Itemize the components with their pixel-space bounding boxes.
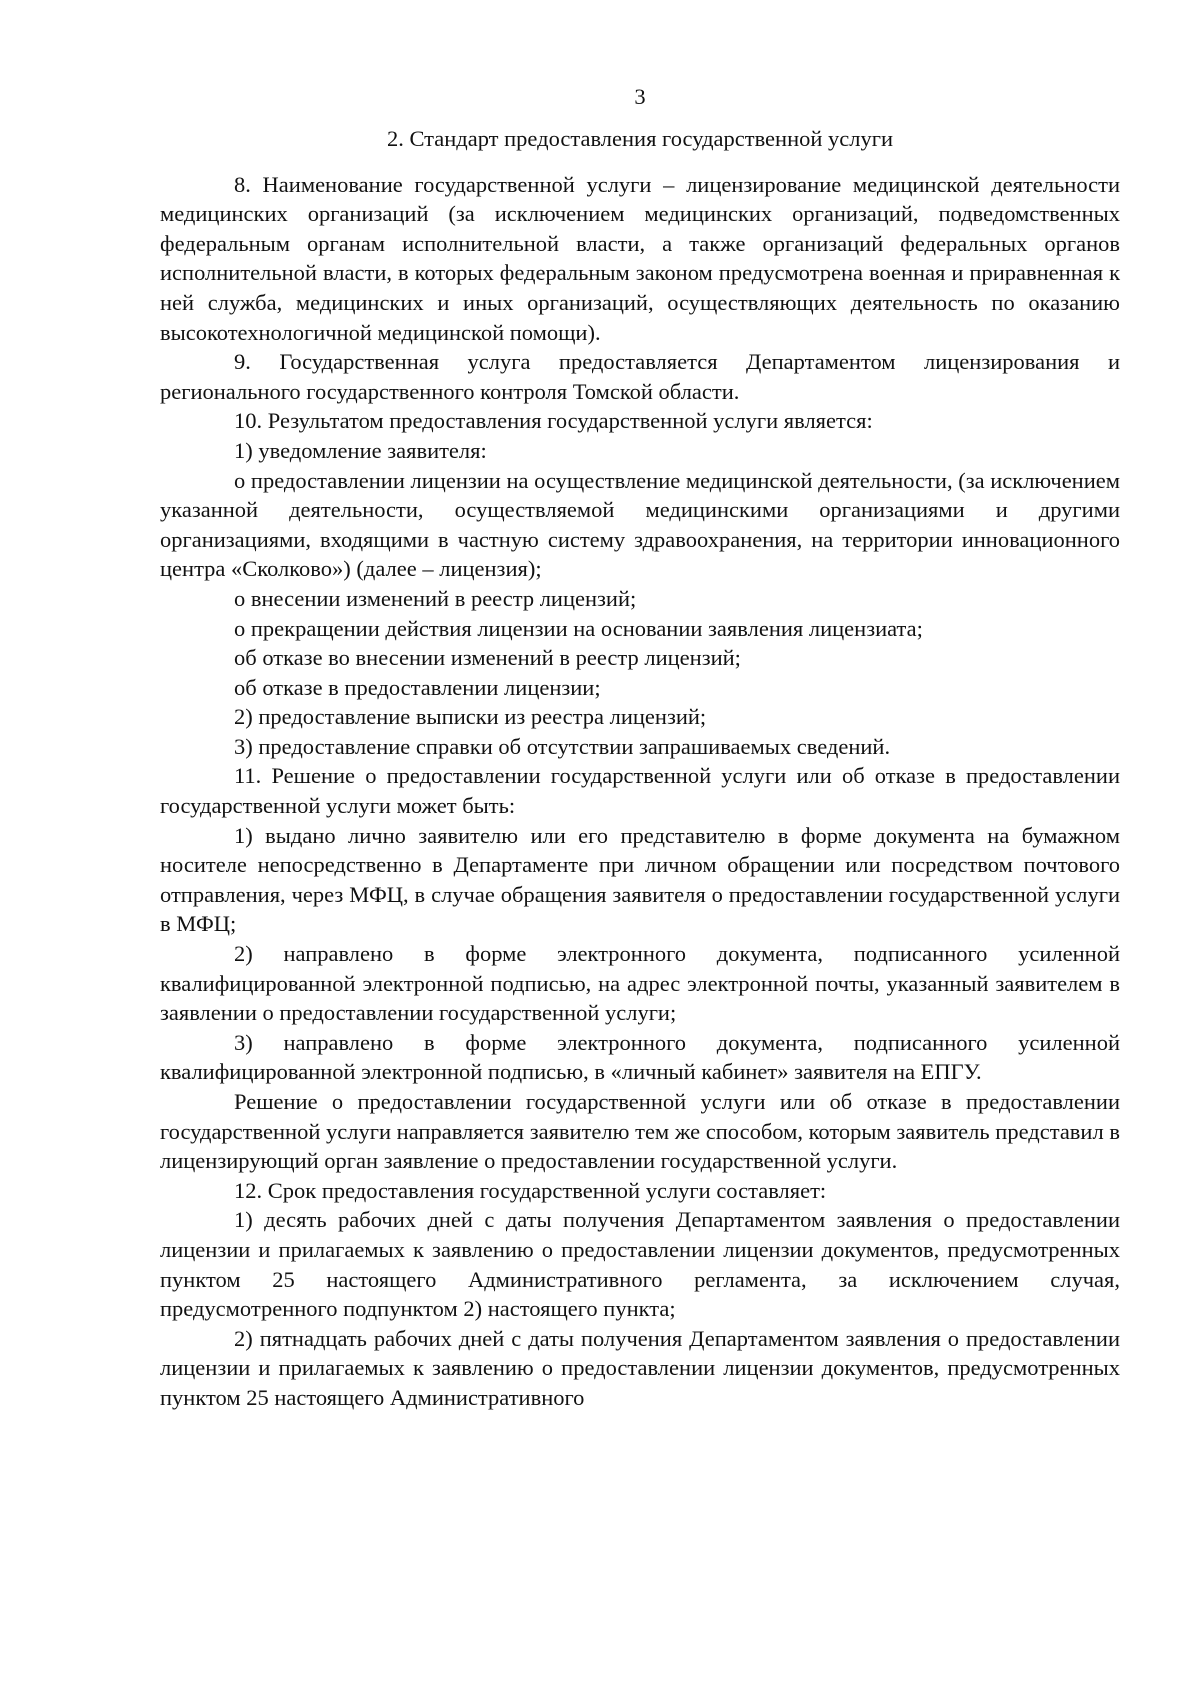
list-item-sent-to-cabinet: 3) направлено в форме электронного документа, подписанного усиленной квалифицированной электронной подписью, в «личный кабинет» заявителя на ЕПГУ.: [160, 1029, 1120, 1085]
section-title: 2. Стандарт предоставления государственной услуги: [386, 126, 894, 151]
list-item-issued-in-person: 1) выдано лично заявителю или его представителю в форме документа на бумажном носителе непосредственно в Департаменте при личном обращении или посредством почтового отправления, через МФЦ, в случае обращения заявителя о предоставлении государственной услуги в МФЦ;: [160, 822, 1120, 937]
list-item-fifteen-days: 2) пятнадцать рабочих дней с даты получения Департаментом заявления о предоставлении лицензии и прилагаемых к заявлению о предоставлении лицензии документов, предусмотренных пунктом 25 настоящего Административного: [160, 1325, 1120, 1410]
list-item-registry-extract: 2) предоставление выписки из реестра лицензий;: [234, 704, 707, 730]
list-item-license-termination: о прекращении действия лицензии на основании заявления лицензиата;: [234, 615, 923, 641]
paragraph-9-provider: 9. Государственная услуга предоставляется Департаментом лицензирования и регионального государственного контроля Томской области.: [160, 349, 1120, 404]
list-item-ten-days: 1) десять рабочих дней с даты получения Департаментом заявления о предоставлении лицензии и прилагаемых к заявлению о предоставлении лицензии документов, предусмотренных пунктом 25 настоящего Административного регламента, за исключением случая, предусмотренного подпунктом 2) настоящего пункта;: [160, 1207, 1120, 1322]
list-item-sent-by-email: 2) направлено в форме электронного документа, подписанного усиленной квалифицированной электронной подписью, на адрес электронной почты, указанный заявителем в заявлении о предоставлении государственной услуги;: [160, 941, 1120, 1026]
list-item-notification: 1) уведомление заявителя:: [234, 437, 487, 463]
paragraph-12-term: 12. Срок предоставления государственной услуги составляет:: [234, 1177, 827, 1203]
list-item-registry-changes: о внесении изменений в реестр лицензий;: [234, 585, 637, 611]
paragraph-10-result: 10. Результатом предоставления государственной услуги является:: [234, 408, 873, 434]
list-item-refusal-license: об отказе в предоставлении лицензии;: [234, 674, 601, 700]
paragraph-8-service-name: 8. Наименование государственной услуги – лицензирование медицинской деятельности медицинских организаций (за исключением медицинских организаций, подведомственных федеральным органам исполнительной власти, а также организаций федеральных органов исполнительной власти, в которых федеральным законом предусмотрена военная и приравненная к ней служба, медицинских и иных организаций, осуществляющих деятельность по оказанию высокотехнологичной медицинской помощи).: [160, 171, 1120, 345]
list-item-license-grant: о предоставлении лицензии на осуществление медицинской деятельности, (за исключением указанной деятельности, осуществляемой медицинскими организациями и другими организациями, входящими в частную систему здравоохранения, на территории инновационного центра «Сколково») (далее – лицензия);: [160, 467, 1120, 582]
list-item-absence-certificate: 3) предоставление справки об отсутствии запрашиваемых сведений.: [234, 733, 891, 759]
page-number: 3: [634, 84, 646, 109]
paragraph-decision-delivery: Решение о предоставлении государственной услуги или об отказе в предоставлении государственной услуги направляется заявителю тем же способом, которым заявитель представил в лицензирующий орган заявление о предоставлении государственной услуги.: [160, 1089, 1120, 1174]
paragraph-11-decision: 11. Решение о предоставлении государственной услуги или об отказе в предоставлении государственной услуги может быть:: [160, 763, 1120, 819]
list-item-refusal-changes: об отказе во внесении изменений в реестр лицензий;: [234, 645, 741, 671]
